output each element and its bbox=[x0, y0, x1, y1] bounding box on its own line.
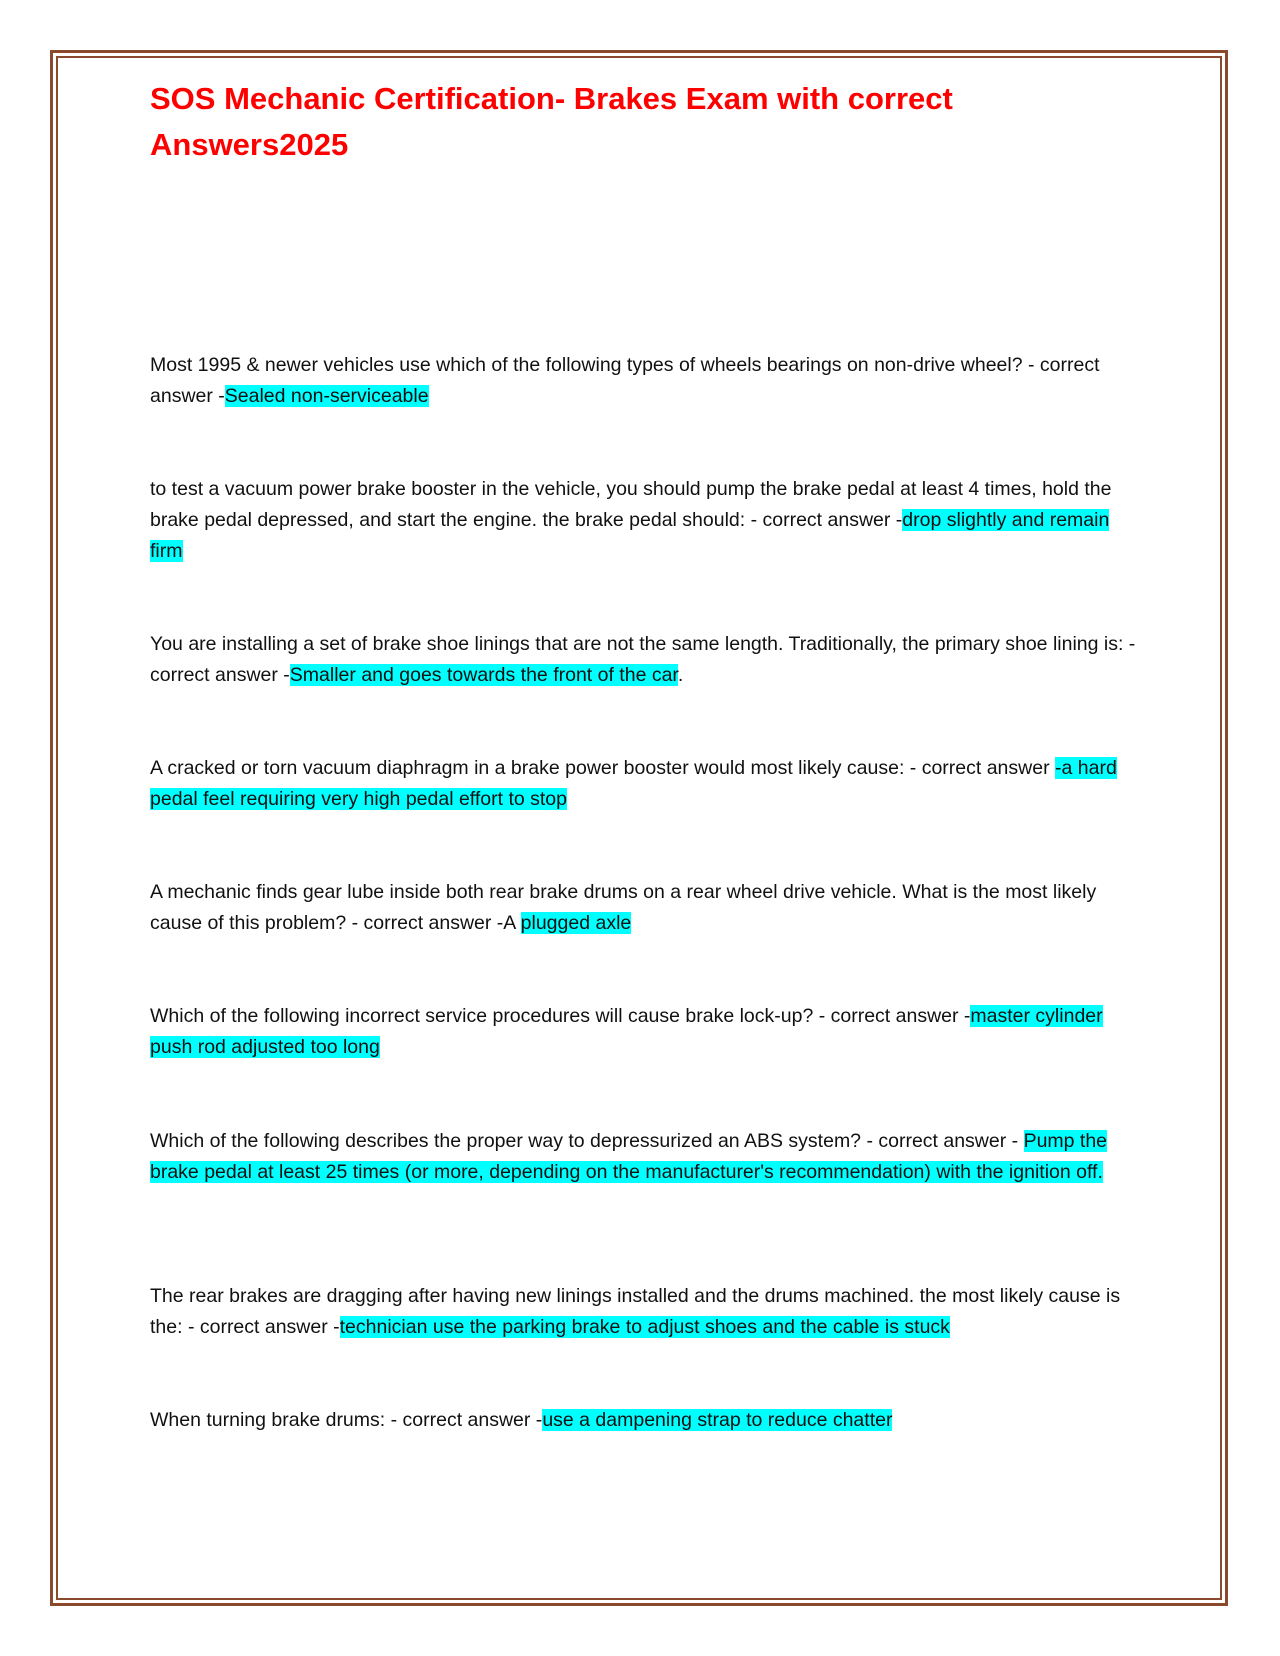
page-title: SOS Mechanic Certification- Brakes Exam with correct Answers2025 bbox=[150, 81, 953, 162]
highlighted-answer: Pump the brake pedal at least 25 times (or more, depending on the manufacturer's recommendation) with the ignition off. bbox=[150, 1130, 1108, 1183]
question-text: A mechanic finds gear lube inside both rear brake drums on a rear wheel drive vehicle. What is the most likely cause of this problem? - correct answer -A bbox=[150, 881, 1097, 934]
answer-tail: . bbox=[677, 664, 684, 686]
qa-item-8 bbox=[150, 1281, 1140, 1343]
question-text: A cracked or torn vacuum diaphragm in a brake power booster would most likely cause: - correct answer bbox=[150, 757, 1055, 779]
highlighted-answer: drop slightly and remain firm bbox=[150, 509, 1110, 562]
highlighted-answer: master cylinder push rod adjusted too long bbox=[150, 1005, 1103, 1058]
question-text: Which of the following describes the proper way to depressurized an ABS system? - correct answer - bbox=[150, 1130, 1024, 1152]
qa-item-9 bbox=[150, 1405, 1140, 1436]
question-text: When turning brake drums: - correct answer - bbox=[150, 1409, 543, 1431]
page-border bbox=[50, 50, 1228, 1606]
qa-item-5 bbox=[150, 877, 1140, 939]
question-text: You are installing a set of brake shoe linings that are not the same length. Traditionally, the primary shoe lining is: - correct answer - bbox=[150, 633, 1136, 686]
question-text: The rear brakes are dragging after having new linings installed and the drums machined. the most likely cause is the: - correct answer - bbox=[150, 1285, 1121, 1338]
highlighted-answer: use a dampening strap to reduce chatter bbox=[542, 1409, 893, 1431]
qa-item-4 bbox=[150, 753, 1140, 815]
qa-item-3 bbox=[150, 629, 1140, 691]
highlighted-answer: Sealed non-serviceable bbox=[224, 385, 429, 407]
highlighted-answer: Smaller and goes towards the front of the car bbox=[289, 664, 678, 686]
qa-item-1 bbox=[150, 350, 1140, 412]
qa-item-6 bbox=[150, 1001, 1140, 1063]
highlighted-answer: -a hard pedal feel requiring very high pedal effort to stop bbox=[150, 757, 1117, 810]
question-text: to test a vacuum power brake booster in the vehicle, you should pump the brake pedal at least 4 times, hold the brake pedal depressed, and start the engine. the brake pedal should: - correct answer - bbox=[150, 478, 1112, 531]
qa-item-7 bbox=[150, 1126, 1140, 1188]
qa-item-2 bbox=[150, 474, 1140, 567]
question-text: Most 1995 & newer vehicles use which of the following types of wheels bearings on non-drive wheel? - correct answer - bbox=[150, 354, 1100, 407]
highlighted-answer: technician use the parking brake to adjust shoes and the cable is stuck bbox=[339, 1316, 950, 1338]
highlighted-answer: plugged axle bbox=[520, 912, 632, 934]
question-text: Which of the following incorrect service procedures will cause brake lock-up? - correct answer - bbox=[150, 1005, 971, 1027]
